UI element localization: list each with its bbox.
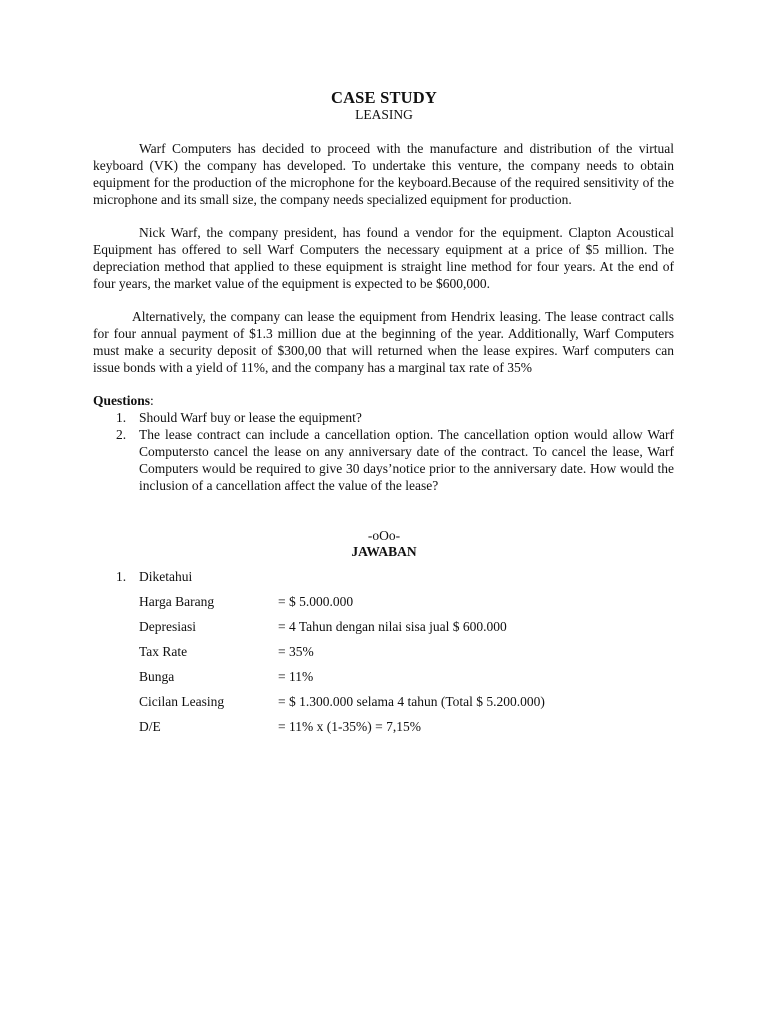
given-label: Bunga <box>139 669 175 684</box>
answer-title: Diketahui <box>139 569 193 584</box>
questions-heading <box>93 393 154 410</box>
paragraph-intro: Warf Computers has decided to proceed with the manufacture and distribution of the virtual keyboard (VK) the company has developed. To undertake this venture, the company needs to obtain equipment for the production of the microphone for the keyboard.Because of the required sensitivity of the microphone and its small size, the company needs specialized equipment for production. <box>93 141 674 207</box>
question-text: The lease contract can include a cancellation option. The cancellation option would allow Warf Computersto cancel the lease on any anniversary date of the contract. To cancel the lease, Warf Computers would be required to give 30 days’notice prior to the anniversary date. How would the inclusion of a cancellation affect the value of the lease? <box>139 427 674 493</box>
given-row <box>139 594 659 612</box>
given-label: Tax Rate <box>139 644 188 659</box>
given-value: = 4 Tahun dengan nilai sisa jual $ 600.000 <box>278 619 507 634</box>
question-item <box>93 410 674 427</box>
given-row <box>139 619 659 637</box>
given-label: Cicilan Leasing <box>139 694 225 709</box>
given-row <box>139 719 659 737</box>
given-value: = 11% <box>278 669 314 684</box>
answer-number: 1. <box>116 569 127 584</box>
given-value: = 11% x (1-35%) = 7,15% <box>278 719 421 734</box>
paragraph-purchase-option: Nick Warf, the company president, has found a vendor for the equipment. Clapton Acoustical Equipment has offered to sell Warf Computers the necessary equipment at a price of $5 million. The depreciation method that applied to these equipment is straight line method for four years. At the end of four years, the market value of the equipment is expected to be $600,000. <box>93 225 674 291</box>
given-label: Depresiasi <box>139 619 196 634</box>
question-number: 2. <box>116 427 127 442</box>
paragraph-lease-option: Alternatively, the company can lease the equipment from Hendrix leasing. The lease contract calls for four annual payment of $1.3 million due at the beginning of the year. Additionally, Warf Computers must make a security deposit of $300,00 that will returned when the lease expires. Warf computers can issue bonds with a yield of 11%, and the company has a marginal tax rate of 35% <box>93 309 674 375</box>
given-label: D/E <box>139 719 161 734</box>
question-number: 1. <box>116 410 127 425</box>
document-subtitle: LEASING <box>355 107 413 122</box>
given-label: Harga Barang <box>139 594 215 609</box>
given-row <box>139 694 659 712</box>
given-value: = 35% <box>278 644 314 659</box>
question-text: Should Warf buy or lease the equipment? <box>139 410 362 425</box>
document-title: CASE STUDY <box>330 88 438 107</box>
question-item <box>93 427 674 494</box>
questions-label: Questions <box>93 393 151 408</box>
given-value: = $ 5.000.000 <box>278 594 354 609</box>
section-separator: -oOo- <box>367 528 401 543</box>
given-row <box>139 669 659 687</box>
answer-heading: JAWABAN <box>351 544 417 559</box>
given-row <box>139 644 659 662</box>
questions-colon: : <box>150 393 154 408</box>
given-value: = $ 1.300.000 selama 4 tahun (Total $ 5.200.000) <box>278 694 545 709</box>
